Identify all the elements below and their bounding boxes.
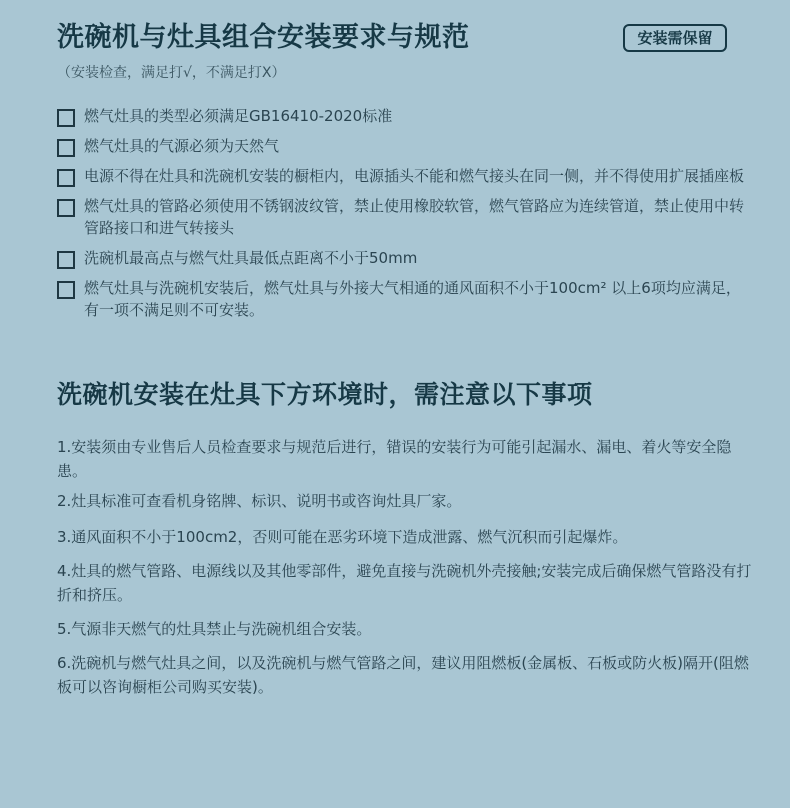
- checkbox[interactable]: [57, 199, 75, 217]
- checklist-item-text: 洗碗机最高点与燃气灶具最低点距离不小于50mm: [84, 249, 418, 267]
- checkbox[interactable]: [57, 251, 75, 269]
- checklist-item[interactable]: [57, 277, 747, 321]
- checklist-item-text: 燃气灶具与洗碗机安装后，燃气灶具与外接大气相通的通风面积不小于100cm² 以上6项均应满足，有一项不满足则不可安装。: [84, 279, 741, 319]
- page-title: 洗碗机与灶具组合安装要求与规范: [57, 22, 470, 53]
- note-item: 6.洗碗机与燃气灶具之间，以及洗碗机与燃气管路之间，建议用阻燃板(金属板、石板或防火板)隔开(阻燃板可以咨询橱柜公司购买安装)。: [57, 654, 749, 696]
- notes-list: [57, 435, 757, 699]
- note-item: 4.灶具的燃气管路、电源线以及其他零部件，避免直接与洗碗机外壳接触;安装完成后确保燃气管路没有打折和挤压。: [57, 562, 752, 604]
- note-item: 1.安装须由专业售后人员检查要求与规范后进行，错误的安装行为可能引起漏水、漏电、着火等安全隐患。: [57, 438, 732, 480]
- checklist-item-text: 燃气灶具的类型必须满足GB16410-2020标准: [84, 107, 393, 125]
- checklist-item[interactable]: [57, 247, 747, 269]
- checklist-item[interactable]: [57, 195, 747, 239]
- checklist-item[interactable]: [57, 165, 747, 187]
- checklist-instructions: （安装检查，满足打√，不满足打X）: [57, 65, 286, 81]
- section-title: 洗碗机安装在灶具下方环境时，需注意以下事项: [57, 380, 593, 409]
- checkbox[interactable]: [57, 109, 75, 127]
- checklist-item[interactable]: [57, 135, 747, 157]
- checklist-item-text: 电源不得在灶具和洗碗机安装的橱柜内，电源插头不能和燃气接头在同一侧，并不得使用扩展插座板: [84, 167, 745, 185]
- checkbox[interactable]: [57, 281, 75, 299]
- checkbox[interactable]: [57, 139, 75, 157]
- keep-badge: 安装需保留: [623, 24, 727, 52]
- installation-checklist: [57, 105, 747, 329]
- checklist-item-text: 燃气灶具的气源必须为天然气: [84, 137, 280, 155]
- checklist-item-text: 燃气灶具的管路必须使用不锈钢波纹管，禁止使用橡胶软管，燃气管路应为连续管道，禁止使用中转管路接口和进气转接头: [84, 197, 745, 237]
- checkbox[interactable]: [57, 169, 75, 187]
- note-item: 2.灶具标准可查看机身铭牌、标识、说明书或咨询灶具厂家。: [57, 492, 462, 510]
- note-item: 5.气源非天燃气的灶具禁止与洗碗机组合安装。: [57, 620, 372, 638]
- checklist-item[interactable]: [57, 105, 747, 127]
- note-item: 3.通风面积不小于100cm2，否则可能在恶劣环境下造成泄露、燃气沉积而引起爆炸。: [57, 528, 628, 546]
